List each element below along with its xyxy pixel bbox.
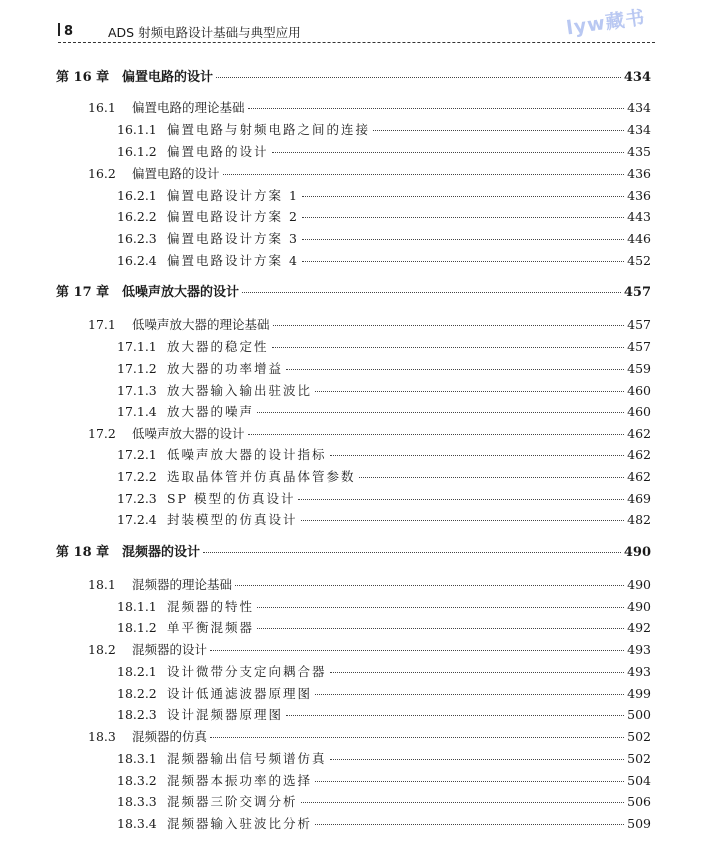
dot-leader	[210, 737, 624, 738]
toc-entry-section	[88, 640, 651, 660]
dot-leader	[302, 261, 624, 262]
toc-page-number: 462	[627, 426, 651, 441]
toc-title: 混频器的设计	[122, 545, 201, 560]
toc-page-number: 457	[627, 317, 651, 332]
toc-number: 18.2.2	[117, 686, 157, 701]
toc-title: 低噪声放大器的理论基础	[132, 317, 270, 332]
toc-page-number: 509	[627, 816, 651, 831]
toc-number: 17.1.4	[117, 404, 157, 419]
toc-entry-sub	[117, 662, 651, 682]
toc-title: 偏置电路设计方案 3	[167, 231, 299, 246]
toc-entry-sub	[117, 402, 651, 422]
toc-number: 18.3.1	[117, 751, 157, 766]
toc-title: 单平衡混频器	[167, 620, 255, 635]
toc-title: 选取晶体管并仿真晶体管参数	[167, 469, 356, 484]
toc-title: 放大器的稳定性	[167, 339, 269, 354]
toc-title: 混频器的特性	[167, 599, 255, 614]
dot-leader	[315, 694, 624, 695]
toc-entry-section	[88, 575, 651, 595]
dot-leader	[272, 152, 625, 153]
toc-entry-section	[88, 315, 651, 335]
dot-leader	[257, 412, 624, 413]
toc-entry-chapter	[56, 543, 651, 563]
toc-number: 第 16 章	[56, 70, 110, 85]
toc-entry-sub	[117, 359, 651, 379]
toc-title: 偏置电路的理论基础	[132, 100, 245, 115]
toc-entry-section	[88, 98, 651, 118]
dot-leader	[301, 802, 625, 803]
toc-entry-sub	[117, 792, 651, 812]
toc-entry-chapter	[56, 283, 651, 303]
toc-page-number: 500	[627, 707, 651, 722]
toc-entry-section	[88, 727, 651, 747]
toc-title: 混频器的仿真	[132, 729, 208, 744]
toc-page-number: 457	[627, 339, 651, 354]
toc-page-number: 504	[627, 773, 651, 788]
watermark-stamp: lyw藏书	[565, 6, 647, 40]
toc-page-number: 462	[627, 447, 651, 462]
dot-leader	[286, 715, 624, 716]
toc-number: 18.2	[88, 642, 116, 657]
dot-leader	[210, 650, 624, 651]
dot-leader	[330, 672, 625, 673]
toc-page-number: 460	[627, 383, 651, 398]
toc-page-number: 460	[627, 404, 651, 419]
toc-number: 17.2.2	[117, 469, 157, 484]
dot-leader	[257, 607, 624, 608]
toc-page-number: 434	[623, 70, 651, 85]
toc-page-number: 499	[627, 686, 651, 701]
toc-number: 16.2.1	[117, 188, 157, 203]
dot-leader	[248, 434, 625, 435]
toc-title: 放大器输入输出驻波比	[167, 383, 313, 398]
toc-title: 混频器三阶交调分析	[167, 794, 298, 809]
dot-leader	[330, 759, 625, 760]
toc-page-number: 436	[627, 166, 651, 181]
toc-number: 17.2	[88, 426, 116, 441]
toc-number: 18.3.2	[117, 773, 157, 788]
dot-leader	[242, 292, 621, 293]
dot-leader	[248, 108, 625, 109]
toc-entry-sub	[117, 510, 651, 530]
toc-number: 16.2.2	[117, 209, 157, 224]
toc-entry-sub	[117, 251, 651, 271]
toc-number: 第 18 章	[56, 545, 110, 560]
toc-entry-sub	[117, 814, 651, 834]
dot-leader	[223, 174, 625, 175]
dot-leader	[235, 585, 624, 586]
toc-title: 偏置电路与射频电路之间的连接	[167, 122, 371, 137]
dot-leader	[301, 520, 625, 521]
toc-number: 16.2.4	[117, 253, 157, 268]
toc-number: 16.2.3	[117, 231, 157, 246]
dot-leader	[359, 477, 625, 478]
toc-number: 16.1.1	[117, 122, 157, 137]
toc-entry-sub	[117, 120, 651, 140]
toc-title: 低噪声放大器的设计	[132, 426, 245, 441]
toc-page-number: 446	[627, 231, 651, 246]
toc-page-number: 490	[627, 577, 651, 592]
toc-number: 18.3.4	[117, 816, 157, 831]
toc-page-number: 459	[627, 361, 651, 376]
toc-entry-sub	[117, 207, 651, 227]
toc-title: 偏置电路设计方案 4	[167, 253, 299, 268]
toc-page-number: 490	[627, 599, 651, 614]
dot-leader	[330, 455, 625, 456]
dot-leader	[216, 77, 621, 78]
toc-number: 18.1	[88, 577, 116, 592]
toc-number: 17.2.3	[117, 491, 157, 506]
toc-entry-sub	[117, 142, 651, 162]
toc-title: 偏置电路设计方案 1	[167, 188, 299, 203]
dot-leader	[302, 217, 624, 218]
toc-title: 封装模型的仿真设计	[167, 512, 298, 527]
toc-title: 设计低通滤波器原理图	[167, 686, 313, 701]
toc-page-number: 435	[627, 144, 651, 159]
toc-title: 混频器输入驻波比分析	[167, 816, 313, 831]
dot-leader	[315, 391, 624, 392]
toc-title: 设计微带分支定向耦合器	[167, 664, 327, 679]
toc-title: 放大器的噪声	[167, 404, 255, 419]
toc-entry-sub	[117, 705, 651, 725]
toc-title: 偏置电路的设计	[132, 166, 220, 181]
dot-leader	[272, 347, 625, 348]
toc-number: 18.3.3	[117, 794, 157, 809]
toc-title: 放大器的功率增益	[167, 361, 284, 376]
toc-page-number: 492	[627, 620, 651, 635]
toc-entry-section	[88, 424, 651, 444]
toc-entry-sub	[117, 445, 651, 465]
toc-page-number: 434	[627, 100, 651, 115]
toc-page-number: 502	[627, 729, 651, 744]
toc-title: 混频器的理论基础	[132, 577, 233, 592]
dot-leader	[273, 325, 625, 326]
page-number: 8	[58, 23, 74, 39]
toc-page-number: 462	[627, 469, 651, 484]
toc-page-number: 443	[627, 209, 651, 224]
toc-title: 混频器的设计	[132, 642, 208, 657]
dot-leader	[257, 628, 624, 629]
toc-number: 17.1.1	[117, 339, 157, 354]
dot-leader	[203, 552, 621, 553]
toc-title: 混频器输出信号频谱仿真	[167, 751, 327, 766]
toc-number: 16.1.2	[117, 144, 157, 159]
toc-entry-sub	[117, 229, 651, 249]
dot-leader	[298, 499, 624, 500]
toc-title: 偏置电路设计方案 2	[167, 209, 299, 224]
toc-page-number: 493	[627, 664, 651, 679]
dot-leader	[286, 369, 624, 370]
dot-leader	[373, 130, 624, 131]
toc-number: 18.2.3	[117, 707, 157, 722]
dot-leader	[315, 824, 624, 825]
toc-title: 低噪声放大器的设计	[122, 285, 240, 300]
toc-number: 18.2.1	[117, 664, 157, 679]
dot-leader	[302, 239, 624, 240]
toc-entry-section	[88, 164, 651, 184]
toc-page-number: 452	[627, 253, 651, 268]
toc-entry-sub	[117, 684, 651, 704]
toc-number: 17.2.4	[117, 512, 157, 527]
toc-page-number: 490	[623, 545, 651, 560]
toc-title: 偏置电路的设计	[167, 144, 269, 159]
toc-number: 18.1.1	[117, 599, 157, 614]
toc-entry-chapter	[56, 68, 651, 88]
toc-entry-sub	[117, 489, 651, 509]
toc-title: 低噪声放大器的设计指标	[167, 447, 327, 462]
toc-page-number: 469	[627, 491, 651, 506]
toc-page-number: 482	[627, 512, 651, 527]
toc-entry-sub	[117, 467, 651, 487]
toc-page-number: 506	[627, 794, 651, 809]
toc-page-number: 493	[627, 642, 651, 657]
dot-leader	[315, 781, 624, 782]
toc-number: 16.2	[88, 166, 116, 181]
toc-title: 混频器本振功率的选择	[167, 773, 313, 788]
dot-leader	[302, 196, 624, 197]
toc-number: 17.1.3	[117, 383, 157, 398]
toc-number: 17.2.1	[117, 447, 157, 462]
toc-page-number: 502	[627, 751, 651, 766]
toc-entry-sub	[117, 597, 651, 617]
running-title: ADS 射频电路设计基础与典型应用	[108, 25, 301, 40]
toc-title: 设计混频器原理图	[167, 707, 284, 722]
toc-number: 17.1.2	[117, 361, 157, 376]
toc-entry-sub	[117, 186, 651, 206]
toc-entry-sub	[117, 771, 651, 791]
toc-entry-sub	[117, 618, 651, 638]
toc-entry-sub	[117, 381, 651, 401]
toc-number: 18.3	[88, 729, 116, 744]
toc-title: 偏置电路的设计	[122, 70, 214, 85]
toc-page-number: 434	[627, 122, 651, 137]
toc-entry-sub	[117, 749, 651, 769]
toc-entry-sub	[117, 337, 651, 357]
toc-number: 16.1	[88, 100, 116, 115]
toc-title: SP 模型的仿真设计	[167, 491, 296, 506]
toc-number: 18.1.2	[117, 620, 157, 635]
toc-number: 17.1	[88, 317, 116, 332]
toc-page-number: 436	[627, 188, 651, 203]
toc-page-number: 457	[623, 285, 651, 300]
toc-number: 第 17 章	[56, 285, 110, 300]
